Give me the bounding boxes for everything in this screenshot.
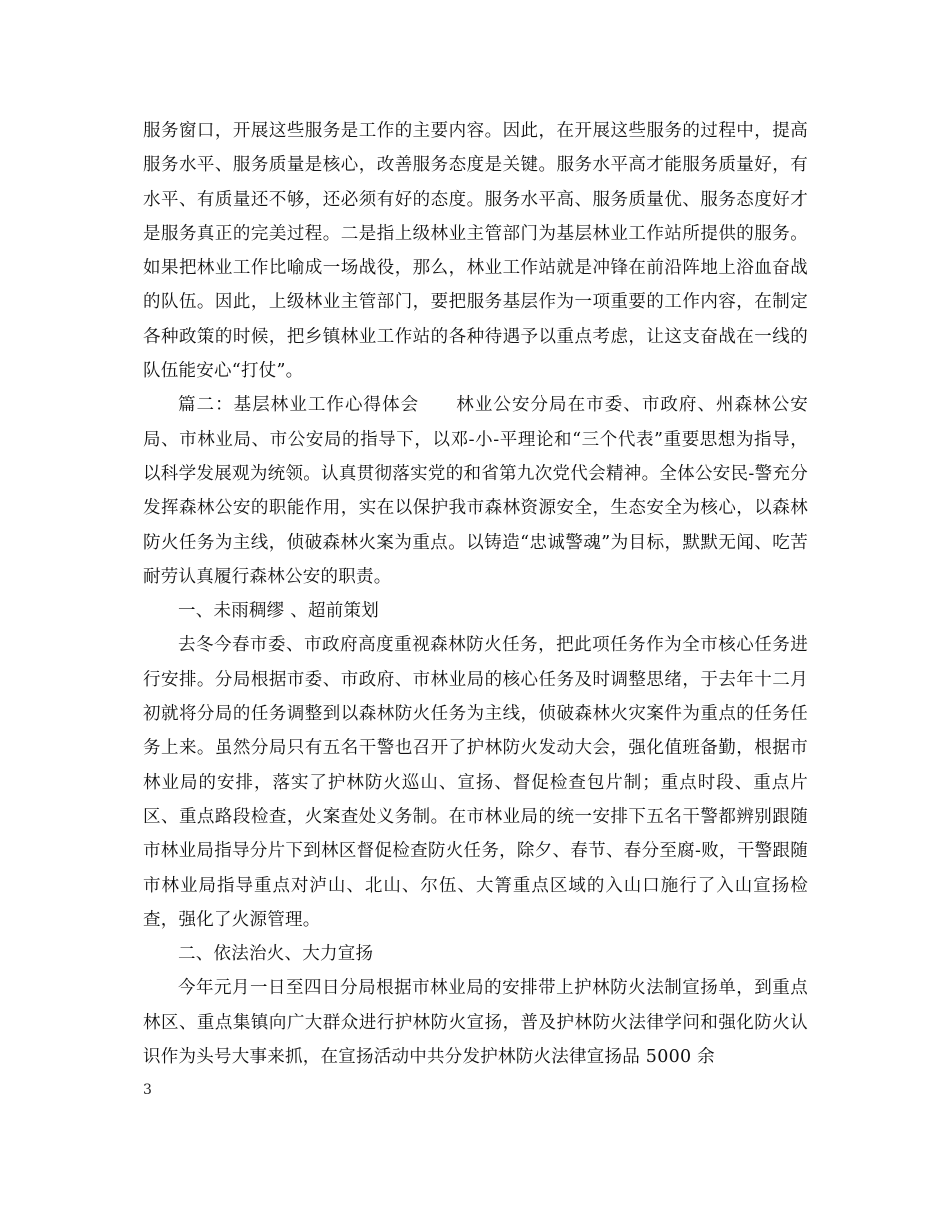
section-heading-one: 一、未雨稠缪 、超前策划 [178, 601, 380, 622]
paragraph-chapter-two-intro: 篇二：基层林业工作心得体会 林业公安分局在市委、市政府、州森林公安局、市林业局、市公安局的指导下，以邓-小-平理论和“三个代表”重要思想为指导，以科学发展观为统领。认真贯彻落实党的和省第九次党代会精神。全体公安民-警充分发挥森林公安的职能作用，实在以保护我市森林资源安全，生态安全为核心，以森林防火任务为主线，侦破森林火案为重点。以铸造“忠诚警魂”为目标，默默无闻、吃苦耐劳认真履行森林公安的职责。 [143, 395, 808, 587]
document-body [143, 114, 808, 1074]
page-number: 3 [143, 1082, 152, 1098]
paragraph-service-window: 服务窗口，开展这些服务是工作的主要内容。因此，在开展这些服务的过程中，提高服务水平、服务质量是核心，改善服务态度是关键。服务水平高才能服务质量好，有水平、有质量还不够，还必须有好的态度。服务水平高、服务质量优、服务态度好才是服务真正的完美过程。二是指上级林业主管部门为基层林业工作站所提供的服务。如果把林业工作比喻成一场战役，那么，林业工作站就是冲锋在前沿阵地上浴血奋战的队伍。因此，上级林业主管部门，要把服务基层作为一项重要的工作内容，在制定各种政策的时候，把乡镇林业工作站的各种待遇予以重点考虑，让这支奋战在一线的队伍能安心“打仗”。 [143, 121, 808, 382]
paragraph-fire-prevention-planning: 去冬今春市委、市政府高度重视森林防火任务，把此项任务作为全市核心任务进行安排。分局根据市委、市政府、市林业局的核心任务及时调整思绪，于去年十二月初就将分局的任务调整到以森林防火任务为主线，侦破森林火灾案件为重点的任务任务上来。虽然分局只有五名干警也召开了护林防火发动大会，强化值班备勤，根据市林业局的安排，落实了护林防火巡山、宣扬、督促检查包片制；重点时段、重点片区、重点路段检查，火案查处义务制。在市林业局的统一安排下五名干警都辨别跟随市林业局指导分片下到林区督促检查防火任务，除夕、春节、春分至腐-败，干警跟随市林业局指导重点对泸山、北山、尔伍、大箐重点区域的入山口施行了入山宣扬检查，强化了火源管理。 [143, 635, 808, 930]
section-heading-two: 二、依法治火、大力宣扬 [178, 944, 374, 965]
paragraph-legal-publicity: 今年元月一日至四日分局根据市林业局的安排带上护林防火法制宣扬单，到重点林区、重点集镇向广大群众进行护林防火宣扬，普及护林防火法律学问和强化防火认识作为头号大事来抓，在宣扬活动中共分发护林防火法律宣扬品 5000 余 [143, 978, 808, 1068]
